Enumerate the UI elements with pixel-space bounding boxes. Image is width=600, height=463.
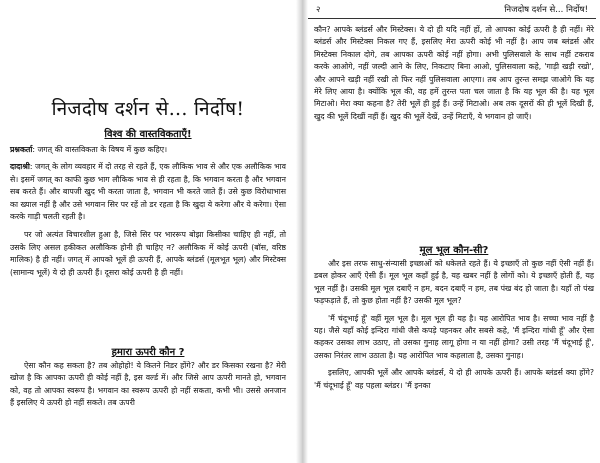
running-title: निजदोष दर्शन से... निर्दोष! <box>504 5 588 15</box>
paragraph: कौन? आपके ब्लंडर्स और मिस्टेक्स। ये दो ही यदि नहीं हों, तो आपका कोई ऊपरी है ही नहीं। मेरे ब्लंडर्स और मिस्टेक्स निकल गए हैं, इसलिए मेरा ऊपरी कोई भी नहीं है। आप जब ब्लंडर्स और मिस्टेक्स निकाल दोगे, तब आपका ऊपरी कोई नहीं होगा। अभी पुलिसवाले के साथ नहीं टकराव करके आओगे, नहीं जल्दी आने के लिए, निकटाए बिना आओ, पुलिसवाला कहे, 'गाड़ी खड़ी रखो', और आपने खड़ी नहीं रखी तो फिर नहीं पुलिसवाला आएगा। तब आप तुरन्त समझ जाओगे कि यह मेरे लिए आया है। क्योंकि भूल की, वह हमें तुरन्त पता चल जाता है कि यह भूल की है। यह भूल मिटाओ। मेरा क्या कहना है? तेरी भूलें ही हुई हैं। उन्हें मिटाओ। अब तक दूसरों की ही भूलें दिखी हैं, खुद की भूलें दिखीं नहीं हैं। खुद की भूलें देखें, उन्हें मिटाएँ, ये भगवान हो जाएँ। <box>314 25 594 121</box>
header-rule <box>308 18 596 19</box>
left-page <box>0 0 296 463</box>
answer-text: : जगत् के लोग व्यवहार में दो तरह से रहते हैं, एक लौकिक भाव से और एक अलौकिक भाव से। इसमें जगत् का काफी कुछ भाग लौकिक भाव से ही रहता है, कि भगवान करता है और भगवान सब करते हैं। और बापजी खुद भी करता जाता है, भगवान भी करते जाते हैं। उसे कुछ विरोधाभास का ख्याल नहीं है और उसे भगवान सिर पर रहें तो डर रहता है कि खुदा ये करेगा और ये करेगा। ऐसा करके गाड़ी चलती रहती है। <box>10 162 286 222</box>
right-text-bottom <box>314 258 594 392</box>
page-number: २ <box>316 5 321 15</box>
paragraph: पर जो अत्यंत विचारशील हुआ है, जिसे सिर पर भाररूप बोझा किसीका चाहिए ही नहीं, तो उसके लिए असल हकीकत अलौकिक होनी ही चाहिए न? अलौकिक में कोई ऊपरी (बॉस, वरिष्ठ मालिक) है ही नहीं। जगत् में आपको भूलें ही ऊपरी हैं, आपके ब्लंडर्स (मूलभूत भूल) और मिस्टेक्स (सामान्य भूलें) ये दो ही ऊपरी हैं। दूसरा कोई ऊपरी है ही नहीं। <box>10 230 286 277</box>
paragraph: ऐसा कौन कह सकता है? तब ओहोहो! ये कितने निडर होंगे? और डर किसका रखना है? मेरी खोज है कि आपका ऊपरी ही कोई नहीं है, इस वर्ल्ड में। और जिसे आप ऊपरी मानते हो, भगवान को, वह तो आपका स्वरूप है। भगवान का स्वरूप ऊपरी हो नहीं सकता, कभी भी। उससे अनजान हैं इसलिए ये ऊपरी हो नहीं सकते। तब ऊपरी <box>10 361 286 408</box>
section-1-heading: विश्व की वास्तविकताएँ! <box>104 129 192 140</box>
section-1 <box>10 126 286 140</box>
right-page <box>308 0 600 463</box>
right-text-top <box>314 24 594 123</box>
page-gutter <box>296 0 308 463</box>
paragraph: इसलिए, आपकी भूलें और आपके ब्लंडर्स, ये दो ही आपके ऊपरी हैं। आपके ब्लंडर्स क्या होंगे? 'मैं चंदूभाई हूँ' वह पहला ब्लंडर। 'मैं इनका <box>314 368 594 390</box>
question-text: : जगत् की वास्तविकता के विषय में कुछ कहिए। <box>32 145 168 154</box>
paragraph: और इस तरफ साधु-संन्यासी इच्छाओं को धकेलते रहते हैं। ये इच्छाएँ तो कुछ नहीं ऐसी नहीं हैं। डबल होकर आएँ ऐसी हैं। मूल भूल कहाँ हुई है, यह खबर नहीं है लोगों को। ये इच्छाएँ होती हैं, यह भूल नहीं है। उसकी मूल भूल दबाएँ न हम, बदन दबाएँ न हम, तब पंख बंद हो जाता है। यहाँ तो पंख फड़फड़ाते हैं, तो कुछ होता नहीं है? उसकी मूल भूल? <box>314 259 594 306</box>
running-header <box>308 4 596 18</box>
left-text-bottom <box>10 360 286 410</box>
paragraph: 'मैं चंदूभाई हूँ' वहीं मूल भूल है। मूल भूल ही यह है। यह आरोपित भाव है। सच्चा भाव नहीं है यह। जैसे यहाँ कोई इन्दिरा गांधी जैसे कपड़े पहनकर और सबसे कहे, 'मैं इन्दिरा गांधी हूँ' और ऐसा कहकर उसका लाभ उठाए, तो उसका गुनाह लागू होगा न या नहीं होगा? उसी तरह 'मैं चंदूभाई हूँ', उसका निरंतर लाभ उठाता है। यह आरोपित भाव कहलाता है, उसका गुनाह। <box>314 313 594 360</box>
answer-paragraph <box>10 161 286 223</box>
chapter-title: निजदोष दर्शन से... निर्दोष! <box>51 98 245 120</box>
section-2-heading: हमारा ऊपरी कौन ? <box>111 347 185 358</box>
section-3 <box>314 242 594 256</box>
questioner-label: प्रश्नकर्ता <box>10 145 33 154</box>
question-paragraph <box>10 144 286 156</box>
speaker-label: दादाश्री <box>10 162 30 172</box>
section-3-heading: मूल भूल कौन-सी? <box>419 245 489 256</box>
left-text-top <box>10 144 286 279</box>
section-2 <box>10 344 286 358</box>
